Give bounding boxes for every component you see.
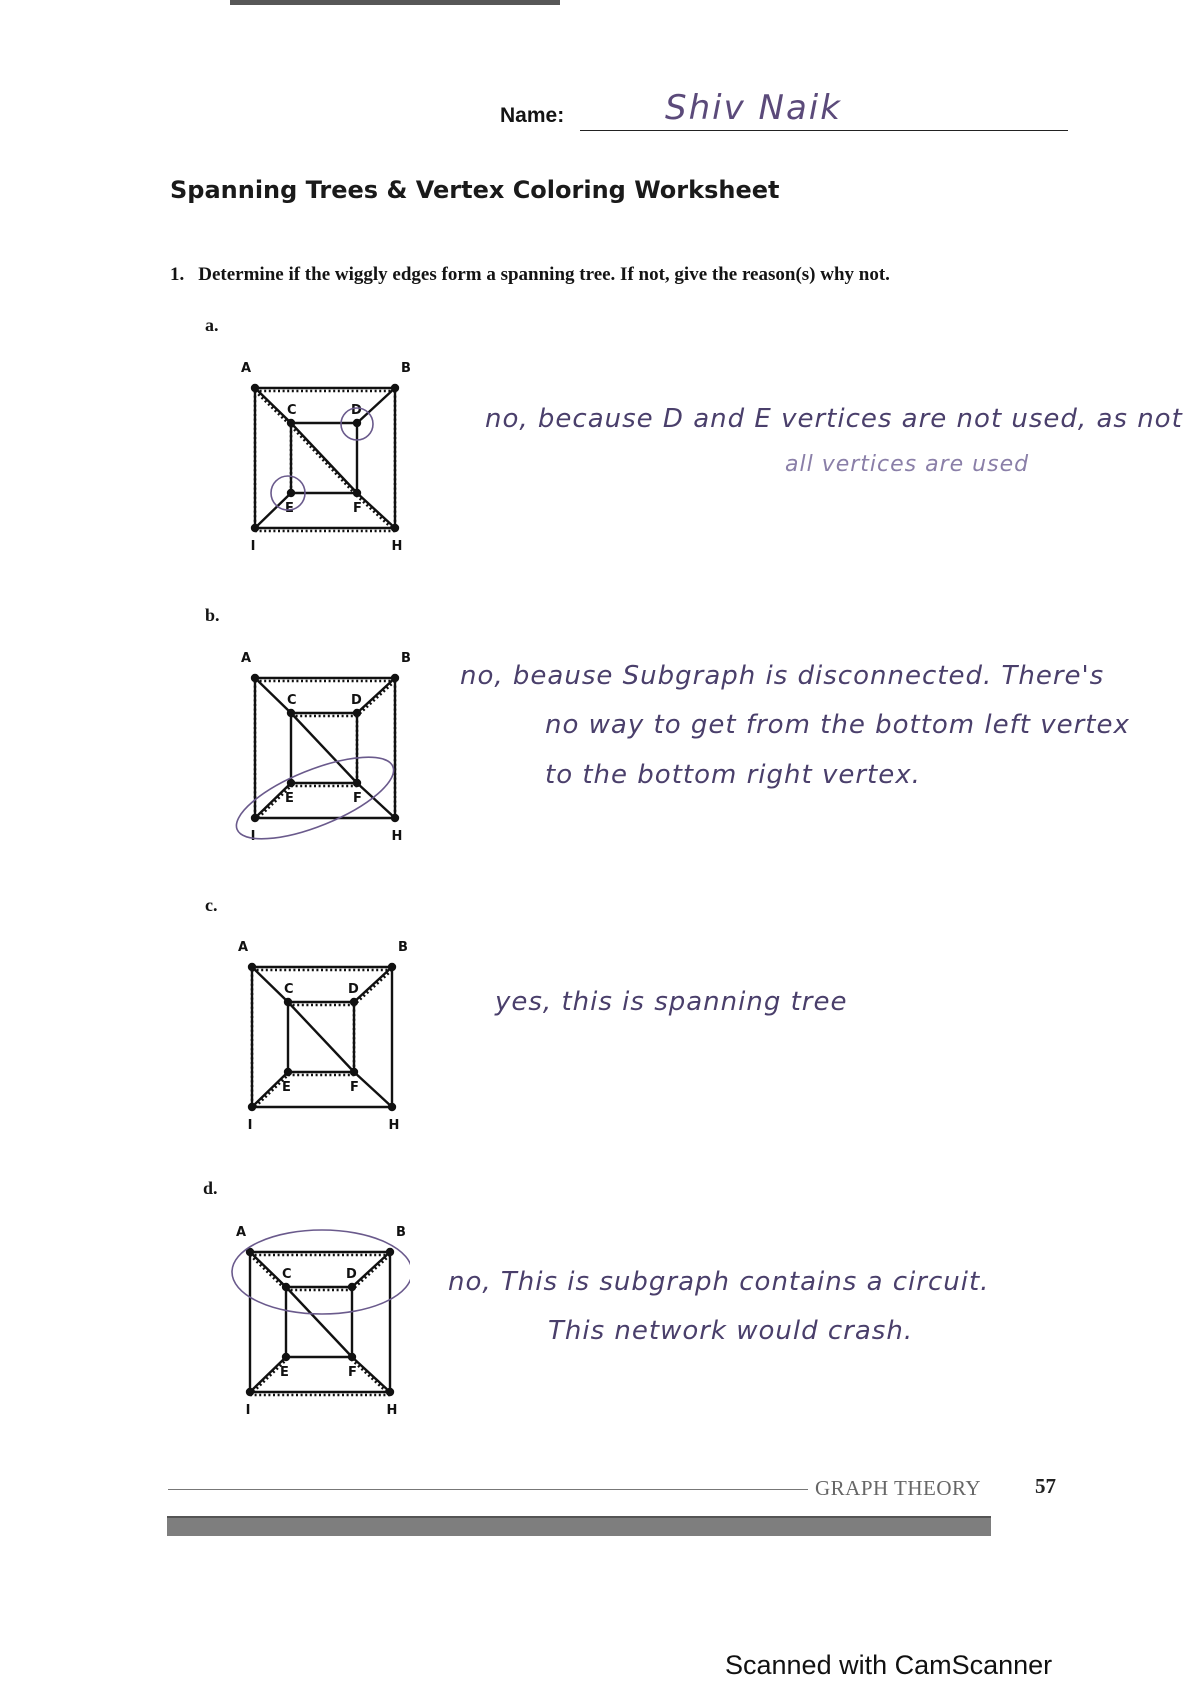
vertex-b: [391, 384, 399, 392]
vertex-c: [284, 998, 292, 1006]
edge-c-f: [286, 1287, 352, 1357]
edge-h-f: [354, 1072, 392, 1107]
vertex-label-b: B: [401, 361, 411, 376]
footer-section-title: GRAPH THEORY: [815, 1476, 982, 1500]
edge-b-d: [352, 1252, 390, 1287]
vertex-label-h: H: [391, 539, 403, 554]
vertex-h: [391, 524, 399, 532]
vertex-label-f: F: [348, 1365, 357, 1380]
vertex-label-c: C: [282, 1267, 292, 1282]
vertex-f: [348, 1353, 356, 1361]
vertex-label-c: C: [287, 693, 297, 708]
vertex-i: [246, 1388, 254, 1396]
vertex-d: [353, 709, 361, 717]
vertex-a: [251, 674, 259, 682]
vertex-label-d: D: [351, 693, 362, 708]
vertex-label-d: D: [346, 1267, 357, 1282]
vertex-e: [282, 1353, 290, 1361]
edge-h-f: [357, 783, 395, 818]
part-a-letter: a.: [205, 315, 219, 335]
vertex-h: [388, 1103, 396, 1111]
vertex-f: [353, 779, 361, 787]
vertex-label-a: A: [235, 1225, 246, 1240]
vertex-label-c: C: [284, 982, 294, 997]
wiggly-edge-b-d: [357, 681, 395, 716]
edge-b-d: [357, 388, 395, 423]
wiggly-edge-h-f: [352, 1360, 390, 1395]
vertex-label-e: E: [285, 501, 294, 516]
edge-a-c: [252, 967, 288, 1002]
vertex-e: [284, 1068, 292, 1076]
part-d-answer-line-1: no, This is subgraph contains a circuit.: [448, 1267, 990, 1297]
name-underline: [580, 130, 1068, 131]
vertex-label-f: F: [350, 1080, 359, 1095]
edge-b-d: [354, 967, 392, 1002]
vertex-a: [248, 963, 256, 971]
question-number: 1.: [170, 264, 185, 285]
part-b-answer-line-1: no, beause Subgraph is disconnected. There's: [460, 661, 1105, 691]
edge-a-c: [250, 1252, 286, 1287]
part-b-answer: [460, 652, 1130, 800]
vertex-label-i: I: [250, 829, 256, 844]
worksheet-title: Spanning Trees & Vertex Coloring Worksheet: [170, 176, 780, 204]
vertex-label-h: H: [391, 829, 403, 844]
part-d-letter: d.: [203, 1178, 218, 1198]
scanner-watermark: Scanned with CamScanner: [725, 1650, 1053, 1680]
vertex-c: [287, 709, 295, 717]
vertex-label-h: H: [386, 1403, 398, 1418]
edge-h-f: [352, 1357, 390, 1392]
part-c-letter: c.: [205, 895, 218, 915]
part-a-answer-line-1: no, because D and E vertices are not used, as not: [485, 404, 1183, 434]
vertex-label-d: D: [348, 982, 359, 997]
vertex-label-e: E: [282, 1080, 291, 1095]
vertex-label-i: I: [245, 1403, 251, 1418]
scan-edge: [230, 0, 560, 5]
edge-a-c: [255, 678, 291, 713]
vertex-b: [391, 674, 399, 682]
wiggly-edge-b-d: [354, 970, 392, 1005]
vertex-h: [391, 814, 399, 822]
vertex-i: [248, 1103, 256, 1111]
graph-part-d: [230, 1222, 410, 1462]
vertex-label-i: I: [247, 1118, 253, 1133]
pen-loop-bottom-left: [235, 741, 403, 856]
part-d-answer-line-2: This network would crash.: [548, 1316, 914, 1347]
edge-c-f: [291, 713, 357, 783]
pen-loop-circuit: [232, 1230, 410, 1314]
vertex-h: [386, 1388, 394, 1396]
part-b-answer-line-2: no way to get from the bottom left vertex: [545, 710, 1130, 741]
vertex-label-b: B: [396, 1225, 406, 1240]
wiggly-edge-b-d: [352, 1255, 390, 1290]
vertex-label-e: E: [285, 791, 294, 806]
vertex-label-a: A: [237, 940, 248, 955]
graph-part-c: [232, 937, 412, 1177]
vertex-d: [350, 998, 358, 1006]
vertex-d: [353, 419, 361, 427]
vertex-label-f: F: [353, 791, 362, 806]
wiggly-edge-h-f: [357, 496, 395, 531]
vertex-i: [251, 524, 259, 532]
vertex-label-a: A: [240, 651, 251, 666]
vertex-f: [350, 1068, 358, 1076]
edge-b-d: [357, 678, 395, 713]
edge-h-f: [357, 493, 395, 528]
question-text: Determine if the wiggly edges form a spanning tree. If not, give the reason(s) why not.: [198, 264, 890, 285]
vertex-label-i: I: [250, 539, 256, 554]
vertex-label-d: D: [351, 403, 362, 418]
name-label: Name:: [500, 104, 565, 127]
vertex-label-f: F: [353, 501, 362, 516]
graph-part-a: [235, 358, 415, 598]
vertex-e: [287, 489, 295, 497]
vertex-c: [287, 419, 295, 427]
vertex-a: [251, 384, 259, 392]
vertex-d: [348, 1283, 356, 1291]
part-c-answer: [495, 978, 848, 1027]
part-a-answer: [485, 395, 1183, 486]
edge-c-f: [288, 1002, 354, 1072]
part-b-answer-line-3: to the bottom right vertex.: [545, 759, 921, 790]
footer-rule: [168, 1489, 808, 1490]
vertex-label-e: E: [280, 1365, 289, 1380]
vertex-i: [251, 814, 259, 822]
part-c-answer-line-1: yes, this is spanning tree: [495, 987, 848, 1017]
vertex-label-h: H: [388, 1118, 400, 1133]
vertex-label-a: A: [240, 361, 251, 376]
part-b-letter: b.: [205, 605, 220, 625]
vertex-b: [388, 963, 396, 971]
wiggly-edge-a-c: [250, 1255, 286, 1290]
part-a-answer-line-2: all vertices are used: [785, 452, 1030, 478]
question-1: [170, 264, 890, 286]
edge-a-c: [255, 388, 291, 423]
graph-part-b: [235, 648, 415, 888]
wiggly-edge-a-c: [255, 391, 291, 426]
name-value: Shiv Naik: [665, 88, 842, 128]
vertex-label-b: B: [401, 651, 411, 666]
name-field: [500, 88, 1070, 132]
vertex-b: [386, 1248, 394, 1256]
vertex-f: [353, 489, 361, 497]
vertex-c: [282, 1283, 290, 1291]
vertex-label-c: C: [287, 403, 297, 418]
part-d-answer: [448, 1258, 989, 1357]
footer-bar: [167, 1516, 991, 1536]
vertex-label-b: B: [398, 940, 408, 955]
footer-page-number: 57: [1035, 1474, 1056, 1498]
